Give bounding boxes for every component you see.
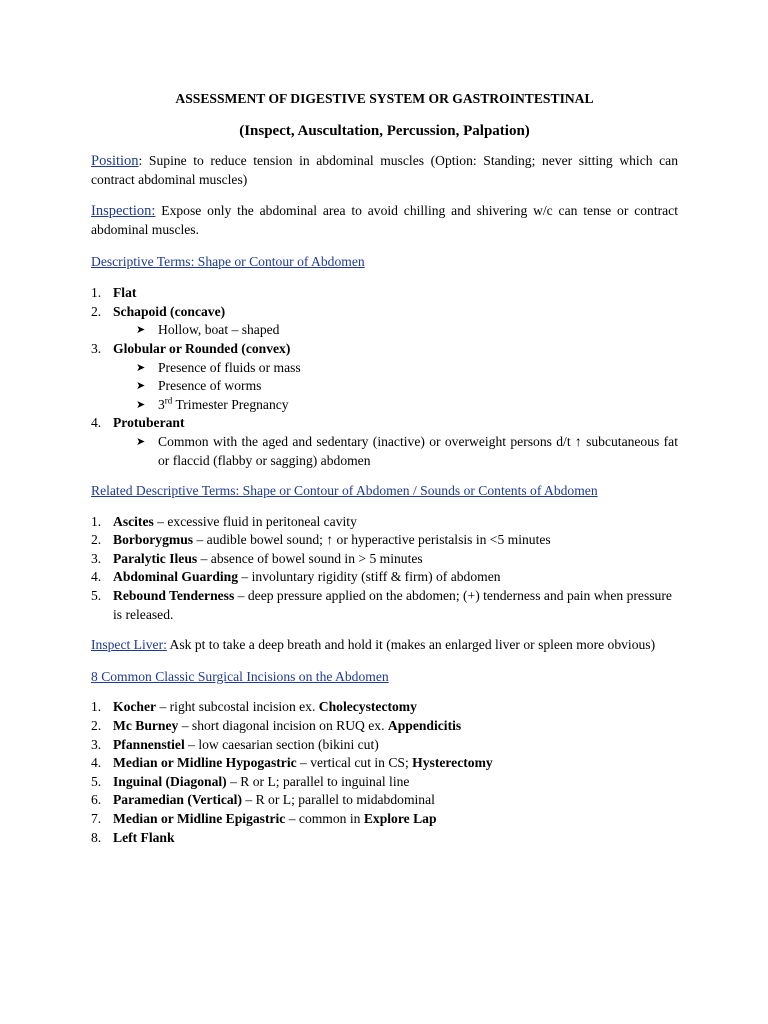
term-description: – involuntary rigidity (stiff & firm) of abdomen — [238, 569, 501, 585]
term-label: Borborygmus — [113, 532, 194, 548]
list-number: 1. — [91, 285, 102, 301]
sub-list-item — [113, 377, 678, 396]
trimester-superscript: rd — [164, 395, 173, 406]
arrowhead-bullet-icon: ➤ — [136, 434, 146, 448]
term-description: – absence of bowel sound in > 5 minutes — [197, 550, 423, 566]
sub-list-item — [113, 396, 678, 415]
term-label: Protuberant — [113, 415, 185, 431]
arrowhead-bullet-icon: ➤ — [136, 397, 146, 411]
list-number: 4. — [91, 755, 102, 771]
term-description: – deep pressure applied on the abdomen; (+) tenderness and pain when pressure is released. — [113, 588, 672, 622]
list-item — [91, 284, 678, 303]
list-number: 7. — [91, 811, 102, 826]
trimester-number: 3 — [158, 396, 165, 412]
list-item — [91, 717, 678, 736]
inspection-paragraph — [91, 202, 678, 239]
term-description: – excessive fluid in peritoneal cavity — [153, 513, 357, 529]
term-example: Appendicitis — [387, 718, 462, 734]
inspect-liver-text: Ask pt to take a deep breath and hold it (makes an enlarged liver or spleen more obvious) — [166, 637, 656, 653]
page-title: ASSESSMENT OF DIGESTIVE SYSTEM OR GASTROINTESTINAL — [175, 91, 594, 106]
term-label: Left Flank — [113, 829, 175, 845]
term-label: Median or Midline Epigastric — [113, 811, 286, 826]
list-number: 3. — [91, 550, 102, 566]
term-description: – R or L; parallel to inguinal line — [226, 773, 410, 789]
sub-list — [113, 359, 678, 415]
descriptive-terms-list — [91, 284, 678, 470]
list-item — [91, 414, 678, 470]
list-item — [91, 773, 678, 792]
list-number: 2. — [91, 718, 102, 734]
page-subtitle: (Inspect, Auscultation, Percussion, Palpation) — [239, 122, 530, 139]
list-item — [91, 568, 678, 587]
position-text: Supine to reduce tension in abdominal muscles (Option: Standing; never sitting which can contract abdominal muscles) — [91, 153, 678, 187]
arrowhead-bullet-icon: ➤ — [136, 379, 146, 393]
list-item — [91, 303, 678, 340]
term-label: Schapoid (concave) — [113, 303, 226, 319]
term-description: – vertical cut in CS; — [296, 755, 413, 771]
term-description: – R or L; parallel to midabdominal — [241, 792, 435, 808]
sub-item-text: Trimester Pregnancy — [175, 396, 289, 412]
term-label: Rebound Tenderness — [113, 588, 235, 604]
term-description: – short diagonal incision on RUQ ex. — [178, 718, 388, 734]
sub-list-item — [113, 321, 678, 340]
list-number: 5. — [91, 773, 102, 789]
list-number: 1. — [91, 699, 102, 715]
list-number: 3. — [91, 736, 102, 752]
list-item — [91, 829, 678, 848]
term-label: Flat — [113, 285, 137, 301]
term-example: Hysterectomy — [412, 755, 493, 771]
inspect-liver-label: Inspect Liver: — [91, 637, 167, 653]
term-label: Kocher — [113, 699, 157, 715]
sub-list-item — [113, 433, 678, 470]
term-label: Paralytic Ileus — [113, 550, 198, 566]
related-terms-heading: Related Descriptive Terms: Shape or Contour of Abdomen / Sounds or Contents of Abdomen — [91, 483, 598, 499]
sub-list — [113, 433, 678, 470]
related-terms-list — [91, 513, 678, 625]
list-item — [91, 513, 678, 532]
term-example: Cholecystectomy — [318, 699, 417, 715]
term-label: Ascites — [113, 513, 154, 529]
term-label: Pfannenstiel — [113, 736, 185, 752]
term-label: Paramedian (Vertical) — [113, 792, 242, 808]
list-item — [91, 754, 678, 773]
incisions-list — [91, 698, 678, 847]
list-item — [91, 698, 678, 717]
list-number: 6. — [91, 792, 102, 808]
list-number: 5. — [91, 588, 102, 604]
sub-item-text: Hollow, boat – shaped — [158, 322, 280, 338]
list-item — [91, 550, 678, 569]
arrowhead-bullet-icon: ➤ — [136, 323, 146, 337]
list-number: 1. — [91, 513, 102, 529]
term-description: – common in — [285, 811, 364, 826]
term-example: Explore Lap — [363, 811, 437, 826]
descriptive-terms-heading: Descriptive Terms: Shape or Contour of Abdomen — [91, 253, 365, 269]
sub-item-text: Presence of worms — [158, 378, 262, 394]
list-item — [91, 791, 678, 810]
document-page — [91, 90, 678, 847]
arrowhead-bullet-icon: ➤ — [136, 360, 146, 374]
incisions-heading: 8 Common Classic Surgical Incisions on the Abdomen — [91, 668, 389, 684]
position-label: Position — [91, 153, 139, 170]
inspection-text: Expose only the abdominal area to avoid chilling and shivering w/c can tense or contract abdominal muscles. — [91, 203, 678, 237]
term-description: – low caesarian section (bikini cut) — [184, 736, 379, 752]
term-label: Inguinal (Diagonal) — [113, 773, 227, 789]
list-item — [91, 587, 678, 624]
sub-list — [113, 321, 678, 340]
inspection-label: Inspection: — [91, 203, 156, 220]
term-description: – audible bowel sound; ↑ or hyperactive peristalsis in <5 minutes — [193, 532, 551, 548]
list-item — [91, 810, 678, 829]
list-item — [91, 736, 678, 755]
term-label: Median or Midline Hypogastric — [113, 755, 297, 771]
sub-item-text: Presence of fluids or mass — [158, 359, 301, 375]
sub-item-text: Common with the aged and sedentary (inactive) or overweight persons d/t ↑ subcutaneous fat or flaccid (flabby or sagging) abdomen — [158, 433, 678, 468]
sub-list-item — [113, 359, 678, 378]
term-description: – right subcostal incision ex. — [156, 699, 319, 715]
position-paragraph: Position: Supine to reduce tension in abdominal muscles (Option: Standing; never sitting which can contract abdominal muscles) — [91, 153, 678, 187]
list-number: 3. — [91, 340, 102, 356]
term-label: Mc Burney — [113, 718, 179, 734]
term-label: Globular or Rounded (convex) — [113, 340, 291, 356]
term-label: Abdominal Guarding — [113, 569, 239, 585]
list-number: 2. — [91, 532, 102, 548]
list-number: 4. — [91, 569, 102, 585]
list-number: 4. — [91, 415, 102, 431]
list-number: 8. — [91, 829, 102, 845]
list-item — [91, 531, 678, 550]
list-number: 2. — [91, 303, 102, 319]
list-item — [91, 340, 678, 414]
inspect-liver-paragraph — [91, 636, 678, 655]
